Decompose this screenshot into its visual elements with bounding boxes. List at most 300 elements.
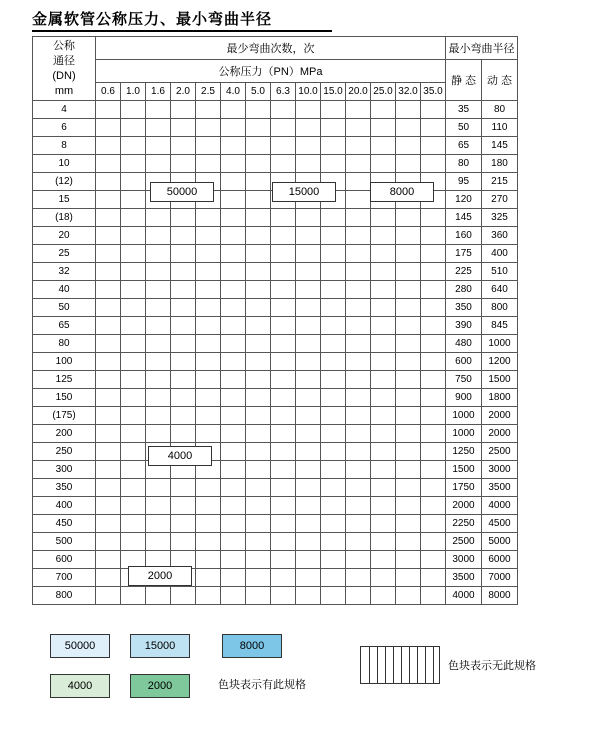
cell-18-12: [396, 425, 421, 443]
cell-5-10: [346, 191, 371, 209]
static-radius: 120: [446, 191, 482, 209]
cell-15-10: [346, 371, 371, 389]
dn-value: 40: [33, 281, 96, 299]
dynamic-radius: 110: [482, 119, 518, 137]
cell-2-1: [121, 137, 146, 155]
cell-6-6: [246, 209, 271, 227]
dn-header-line-3: (DN): [52, 69, 76, 82]
pn-header-5: 4.0: [221, 83, 246, 101]
cell-10-5: [221, 281, 246, 299]
cell-14-7: [271, 353, 296, 371]
table-row: [33, 425, 518, 443]
cell-1-1: [121, 119, 146, 137]
dynamic-radius: 80: [482, 101, 518, 119]
cell-22-4: [196, 497, 221, 515]
cell-25-9: [321, 551, 346, 569]
dn-value: 20: [33, 227, 96, 245]
cell-22-3: [171, 497, 196, 515]
cell-17-8: [296, 407, 321, 425]
cell-6-12: [396, 209, 421, 227]
cell-8-10: [346, 245, 371, 263]
cell-24-5: [221, 533, 246, 551]
legend-swatch-2000: 2000: [130, 674, 190, 698]
cell-27-1: [121, 587, 146, 605]
cell-6-4: [196, 209, 221, 227]
cell-5-1: [121, 191, 146, 209]
table-row: [33, 335, 518, 353]
cell-27-8: [296, 587, 321, 605]
table-body: [33, 101, 518, 605]
cell-20-11: [371, 461, 396, 479]
dn-value: 350: [33, 479, 96, 497]
cell-3-3: [171, 155, 196, 173]
dn-value: 500: [33, 533, 96, 551]
cell-27-6: [246, 587, 271, 605]
table-row: [33, 461, 518, 479]
dynamic-radius: 3500: [482, 479, 518, 497]
cell-20-0: [96, 461, 121, 479]
cell-20-10: [346, 461, 371, 479]
static-radius: 80: [446, 155, 482, 173]
pn-header-4: 2.5: [196, 83, 221, 101]
dynamic-radius: 215: [482, 173, 518, 191]
cell-23-3: [171, 515, 196, 533]
cell-12-2: [146, 317, 171, 335]
cell-25-11: [371, 551, 396, 569]
legend-empty-note: 色块表示无此规格: [448, 660, 536, 672]
dynamic-radius: 360: [482, 227, 518, 245]
cell-13-7: [271, 335, 296, 353]
table-head: [33, 37, 518, 101]
cell-6-11: [371, 209, 396, 227]
cell-19-9: [321, 443, 346, 461]
cell-11-13: [421, 299, 446, 317]
cell-7-0: [96, 227, 121, 245]
dn-value: 15: [33, 191, 96, 209]
cell-16-2: [146, 389, 171, 407]
cell-17-2: [146, 407, 171, 425]
cell-17-3: [171, 407, 196, 425]
cell-1-13: [421, 119, 446, 137]
cell-9-11: [371, 263, 396, 281]
cell-18-3: [171, 425, 196, 443]
cell-20-6: [246, 461, 271, 479]
cell-9-8: [296, 263, 321, 281]
cell-9-1: [121, 263, 146, 281]
cell-26-11: [371, 569, 396, 587]
cell-2-3: [171, 137, 196, 155]
table-row: [33, 371, 518, 389]
cell-15-4: [196, 371, 221, 389]
cell-1-5: [221, 119, 246, 137]
cell-27-9: [321, 587, 346, 605]
cell-11-2: [146, 299, 171, 317]
cell-13-12: [396, 335, 421, 353]
table-row: [33, 227, 518, 245]
legend-color-note: 色块表示有此规格: [218, 679, 306, 691]
cell-12-13: [421, 317, 446, 335]
cell-1-2: [146, 119, 171, 137]
static-radius: 175: [446, 245, 482, 263]
dn-header-line-4: mm: [54, 84, 74, 97]
header-row-1: [33, 37, 518, 60]
cell-21-0: [96, 479, 121, 497]
table-row: [33, 533, 518, 551]
cell-11-4: [196, 299, 221, 317]
table-row: [33, 101, 518, 119]
cell-23-10: [346, 515, 371, 533]
cell-0-13: [421, 101, 446, 119]
table-row: [33, 245, 518, 263]
cell-11-8: [296, 299, 321, 317]
cell-9-5: [221, 263, 246, 281]
cell-8-6: [246, 245, 271, 263]
cell-26-13: [421, 569, 446, 587]
cell-17-10: [346, 407, 371, 425]
cell-1-3: [171, 119, 196, 137]
annotation-8000: 8000: [370, 182, 434, 202]
dn-header: [33, 37, 96, 101]
cell-13-13: [421, 335, 446, 353]
cell-18-4: [196, 425, 221, 443]
dn-value: 700: [33, 569, 96, 587]
cell-2-5: [221, 137, 246, 155]
annotation-50000: 50000: [150, 182, 214, 202]
cell-26-8: [296, 569, 321, 587]
cell-1-9: [321, 119, 346, 137]
cell-16-12: [396, 389, 421, 407]
cell-7-2: [146, 227, 171, 245]
cell-8-13: [421, 245, 446, 263]
dn-value: 50: [33, 299, 96, 317]
cell-17-4: [196, 407, 221, 425]
cell-14-0: [96, 353, 121, 371]
cell-1-4: [196, 119, 221, 137]
cell-25-8: [296, 551, 321, 569]
cell-15-7: [271, 371, 296, 389]
cell-13-6: [246, 335, 271, 353]
cell-3-13: [421, 155, 446, 173]
cell-18-9: [321, 425, 346, 443]
cell-16-0: [96, 389, 121, 407]
cell-6-5: [221, 209, 246, 227]
cell-27-13: [421, 587, 446, 605]
static-radius: 2000: [446, 497, 482, 515]
stripe: [369, 647, 370, 683]
cell-0-7: [271, 101, 296, 119]
cell-16-3: [171, 389, 196, 407]
cell-16-10: [346, 389, 371, 407]
cell-14-8: [296, 353, 321, 371]
cell-11-11: [371, 299, 396, 317]
table-row: [33, 263, 518, 281]
stripe: [425, 647, 426, 683]
cell-6-7: [271, 209, 296, 227]
cell-8-1: [121, 245, 146, 263]
cell-7-12: [396, 227, 421, 245]
dn-value: 25: [33, 245, 96, 263]
static-radius: 160: [446, 227, 482, 245]
dynamic-radius: 800: [482, 299, 518, 317]
cell-22-11: [371, 497, 396, 515]
table-row: [33, 119, 518, 137]
dn-value: 125: [33, 371, 96, 389]
cell-19-7: [271, 443, 296, 461]
cell-13-8: [296, 335, 321, 353]
cell-25-4: [196, 551, 221, 569]
dynamic-radius: 1800: [482, 389, 518, 407]
cell-8-3: [171, 245, 196, 263]
cell-24-13: [421, 533, 446, 551]
cell-15-6: [246, 371, 271, 389]
cell-21-2: [146, 479, 171, 497]
cell-7-8: [296, 227, 321, 245]
cell-13-10: [346, 335, 371, 353]
cell-19-10: [346, 443, 371, 461]
cell-16-13: [421, 389, 446, 407]
cell-12-10: [346, 317, 371, 335]
stripe: [417, 647, 418, 683]
stripe: [393, 647, 394, 683]
dynamic-radius: 325: [482, 209, 518, 227]
cell-18-5: [221, 425, 246, 443]
static-radius: 35: [446, 101, 482, 119]
cell-7-5: [221, 227, 246, 245]
cell-0-5: [221, 101, 246, 119]
dn-value: 65: [33, 317, 96, 335]
cell-10-12: [396, 281, 421, 299]
cell-6-1: [121, 209, 146, 227]
cell-19-13: [421, 443, 446, 461]
static-radius: 2500: [446, 533, 482, 551]
cell-12-3: [171, 317, 196, 335]
page-title: 金属软管公称压力、最小弯曲半径: [32, 10, 273, 28]
dn-value: 6: [33, 119, 96, 137]
dn-value: 150: [33, 389, 96, 407]
legend-swatch-50000: 50000: [50, 634, 110, 658]
cell-6-9: [321, 209, 346, 227]
static-radius: 350: [446, 299, 482, 317]
cell-17-0: [96, 407, 121, 425]
dn-header-line-2: 通径: [53, 54, 75, 67]
cell-16-7: [271, 389, 296, 407]
cell-2-2: [146, 137, 171, 155]
cell-3-4: [196, 155, 221, 173]
static-radius: 280: [446, 281, 482, 299]
cell-14-9: [321, 353, 346, 371]
cell-12-11: [371, 317, 396, 335]
cell-6-8: [296, 209, 321, 227]
dn-value: 400: [33, 497, 96, 515]
cell-9-4: [196, 263, 221, 281]
legend-empty-swatch: [360, 646, 440, 684]
cell-18-10: [346, 425, 371, 443]
cell-7-11: [371, 227, 396, 245]
dn-value: (18): [33, 209, 96, 227]
cell-2-6: [246, 137, 271, 155]
title-underline: [32, 30, 332, 32]
cell-20-8: [296, 461, 321, 479]
cell-21-11: [371, 479, 396, 497]
cell-1-11: [371, 119, 396, 137]
dn-value: 8: [33, 137, 96, 155]
static-radius: 480: [446, 335, 482, 353]
cell-14-10: [346, 353, 371, 371]
cell-24-12: [396, 533, 421, 551]
static-radius: 3500: [446, 569, 482, 587]
cell-26-10: [346, 569, 371, 587]
cell-25-10: [346, 551, 371, 569]
cell-20-5: [221, 461, 246, 479]
cell-27-5: [221, 587, 246, 605]
cell-24-9: [321, 533, 346, 551]
cell-24-7: [271, 533, 296, 551]
cell-11-0: [96, 299, 121, 317]
static-radius: 390: [446, 317, 482, 335]
cell-19-0: [96, 443, 121, 461]
cell-10-2: [146, 281, 171, 299]
cell-7-13: [421, 227, 446, 245]
cell-10-6: [246, 281, 271, 299]
cell-5-0: [96, 191, 121, 209]
cell-13-2: [146, 335, 171, 353]
cell-2-12: [396, 137, 421, 155]
cell-25-5: [221, 551, 246, 569]
cell-0-6: [246, 101, 271, 119]
cell-19-8: [296, 443, 321, 461]
cell-10-0: [96, 281, 121, 299]
cell-1-6: [246, 119, 271, 137]
cell-13-1: [121, 335, 146, 353]
cell-0-4: [196, 101, 221, 119]
table-row: [33, 515, 518, 533]
cell-0-11: [371, 101, 396, 119]
bend-count-header: 最少弯曲次数，次: [96, 37, 446, 60]
cell-3-9: [321, 155, 346, 173]
cell-27-2: [146, 587, 171, 605]
dynamic-radius: 1500: [482, 371, 518, 389]
cell-11-12: [396, 299, 421, 317]
cell-20-7: [271, 461, 296, 479]
cell-22-13: [421, 497, 446, 515]
cell-1-0: [96, 119, 121, 137]
cell-1-12: [396, 119, 421, 137]
dynamic-radius: 3000: [482, 461, 518, 479]
cell-20-12: [396, 461, 421, 479]
pn-header-6: 5.0: [246, 83, 271, 101]
cell-21-6: [246, 479, 271, 497]
bend-static-header: 静 态: [446, 60, 482, 101]
cell-9-0: [96, 263, 121, 281]
cell-8-0: [96, 245, 121, 263]
dn-value: 4: [33, 101, 96, 119]
table-row: [33, 317, 518, 335]
cell-11-5: [221, 299, 246, 317]
cell-0-2: [146, 101, 171, 119]
cell-23-9: [321, 515, 346, 533]
cell-4-0: [96, 173, 121, 191]
cell-17-7: [271, 407, 296, 425]
pn-header-12: 32.0: [396, 83, 421, 101]
cell-15-0: [96, 371, 121, 389]
static-radius: 1000: [446, 407, 482, 425]
static-radius: 750: [446, 371, 482, 389]
cell-2-11: [371, 137, 396, 155]
pn-header-3: 2.0: [171, 83, 196, 101]
cell-22-2: [146, 497, 171, 515]
table-row: [33, 299, 518, 317]
legend-swatch-4000: 4000: [50, 674, 110, 698]
cell-5-5: [221, 191, 246, 209]
pn-header-8: 10.0: [296, 83, 321, 101]
cell-0-12: [396, 101, 421, 119]
cell-24-1: [121, 533, 146, 551]
dn-header-line-1: 公称: [53, 39, 75, 52]
cell-20-9: [321, 461, 346, 479]
cell-12-9: [321, 317, 346, 335]
pn-header-1: 1.0: [121, 83, 146, 101]
cell-22-10: [346, 497, 371, 515]
dynamic-radius: 2000: [482, 425, 518, 443]
cell-27-3: [171, 587, 196, 605]
cell-9-13: [421, 263, 446, 281]
cell-14-5: [221, 353, 246, 371]
dn-value: 300: [33, 461, 96, 479]
static-radius: 145: [446, 209, 482, 227]
cell-22-7: [271, 497, 296, 515]
cell-6-10: [346, 209, 371, 227]
cell-1-7: [271, 119, 296, 137]
dynamic-radius: 2500: [482, 443, 518, 461]
cell-11-6: [246, 299, 271, 317]
pn-header-9: 15.0: [321, 83, 346, 101]
cell-10-9: [321, 281, 346, 299]
cell-8-2: [146, 245, 171, 263]
cell-10-3: [171, 281, 196, 299]
table-row: [33, 389, 518, 407]
cell-5-6: [246, 191, 271, 209]
dn-value: 800: [33, 587, 96, 605]
cell-18-1: [121, 425, 146, 443]
dn-value: 200: [33, 425, 96, 443]
cell-2-7: [271, 137, 296, 155]
cell-24-6: [246, 533, 271, 551]
cell-23-0: [96, 515, 121, 533]
static-radius: 65: [446, 137, 482, 155]
cell-2-8: [296, 137, 321, 155]
cell-17-13: [421, 407, 446, 425]
cell-7-7: [271, 227, 296, 245]
cell-13-4: [196, 335, 221, 353]
static-radius: 1250: [446, 443, 482, 461]
pressure-header: 公称压力（PN）MPa: [96, 60, 446, 83]
cell-11-9: [321, 299, 346, 317]
dynamic-radius: 145: [482, 137, 518, 155]
dn-value: (12): [33, 173, 96, 191]
cell-19-12: [396, 443, 421, 461]
cell-18-0: [96, 425, 121, 443]
bend-radius-header: 最小弯曲半径: [446, 37, 518, 60]
cell-12-0: [96, 317, 121, 335]
cell-18-7: [271, 425, 296, 443]
legend-swatch-15000: 15000: [130, 634, 190, 658]
cell-6-13: [421, 209, 446, 227]
dn-value: 250: [33, 443, 96, 461]
table-row: [33, 407, 518, 425]
cell-27-11: [371, 587, 396, 605]
cell-3-6: [246, 155, 271, 173]
cell-2-9: [321, 137, 346, 155]
